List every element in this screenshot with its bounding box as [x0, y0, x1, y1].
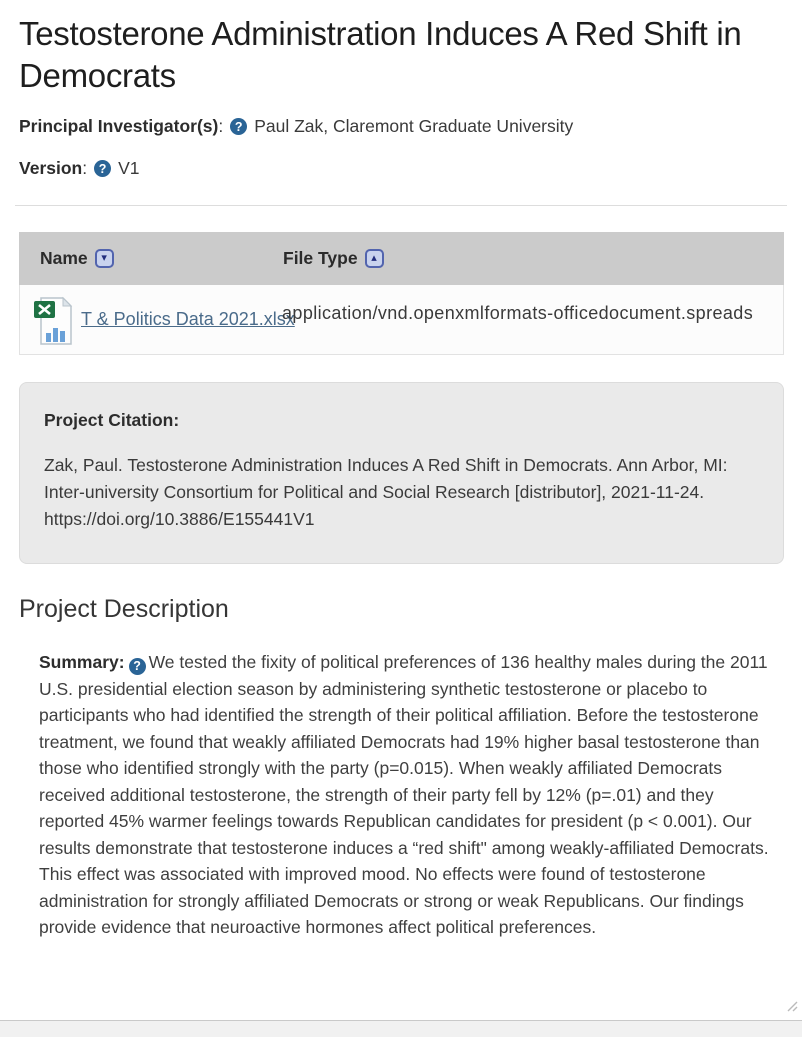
table-row — [19, 285, 784, 355]
citation-text: Zak, Paul. Testosterone Administration Induces A Red Shift in Democrats. Ann Arbor, MI: Inter-university Consortium for Political and Social Research [distributor], 2021-11-24. https://doi.org/10.3886/E155441V1 — [44, 455, 728, 530]
file-type-column-header[interactable] — [283, 248, 384, 269]
project-citation-card — [19, 382, 784, 564]
project-page — [0, 13, 802, 941]
name-column-label: Name — [40, 248, 88, 269]
sort-descending-icon[interactable]: ▾ — [95, 249, 114, 268]
pi-value: Paul Zak, Claremont Graduate University — [254, 116, 574, 137]
file-link[interactable]: T & Politics Data 2021.xlsx — [81, 309, 295, 330]
sort-ascending-icon[interactable]: ▴ — [365, 249, 384, 268]
version-label: Version — [19, 158, 83, 179]
summary-text: We tested the fixity of political preferences of 136 healthy males during the 2011 U.S. presidential election season by administering synthetic testosterone or placebo to participants who had identified the strength of their political affiliation. Before the testosterone treatment, we found that weakly affiliated Democrats had 19% higher basal testosterone than those who identified strongly with the party (p=0.015). When weakly affiliated Democrats received additional testosterone, the strength of their party fell by 12% (p=.01) and they reported 45% warmer feelings towards Republican candidates for president (p < 0.001). Our results demonstrate that testosterone induces a “red shift" among weakly-affiliated Democrats. This effect was associated with improved mood. No effects were found of testosterone administration for strongly affiliated Democrats or strong or weak Republicans. Our findings provide evidence that neuroactive hormones affect political preferences. — [39, 652, 769, 938]
excel-file-icon — [33, 295, 75, 352]
file-type-value: application/vnd.openxmlformats-officedocument.spreads — [282, 303, 754, 324]
citation-heading: Project Citation: — [44, 410, 180, 431]
page-title: Testosterone Administration Induces A Red Shift in Democrats — [19, 15, 742, 95]
footer-strip — [0, 1020, 802, 1037]
pi-label: Principal Investigator(s) — [19, 116, 219, 137]
divider — [15, 205, 787, 206]
resize-handle-icon[interactable] — [784, 998, 798, 1017]
name-column-header[interactable] — [40, 248, 283, 269]
project-description-heading: Project Description — [19, 595, 229, 624]
help-icon[interactable]: ? — [129, 658, 146, 675]
help-icon[interactable]: ? — [94, 160, 111, 177]
files-table — [19, 232, 784, 355]
summary-paragraph — [39, 649, 781, 941]
help-icon[interactable]: ? — [230, 118, 247, 135]
summary-label: Summary: — [39, 652, 125, 673]
file-type-column-label: File Type — [283, 248, 358, 269]
version-value: V1 — [118, 158, 140, 179]
files-table-header — [19, 232, 784, 285]
version-line: Version: ? V1 — [19, 158, 140, 179]
principal-investigator-line: Principal Investigator(s): ? Paul Zak, Claremont Graduate University — [19, 116, 574, 137]
